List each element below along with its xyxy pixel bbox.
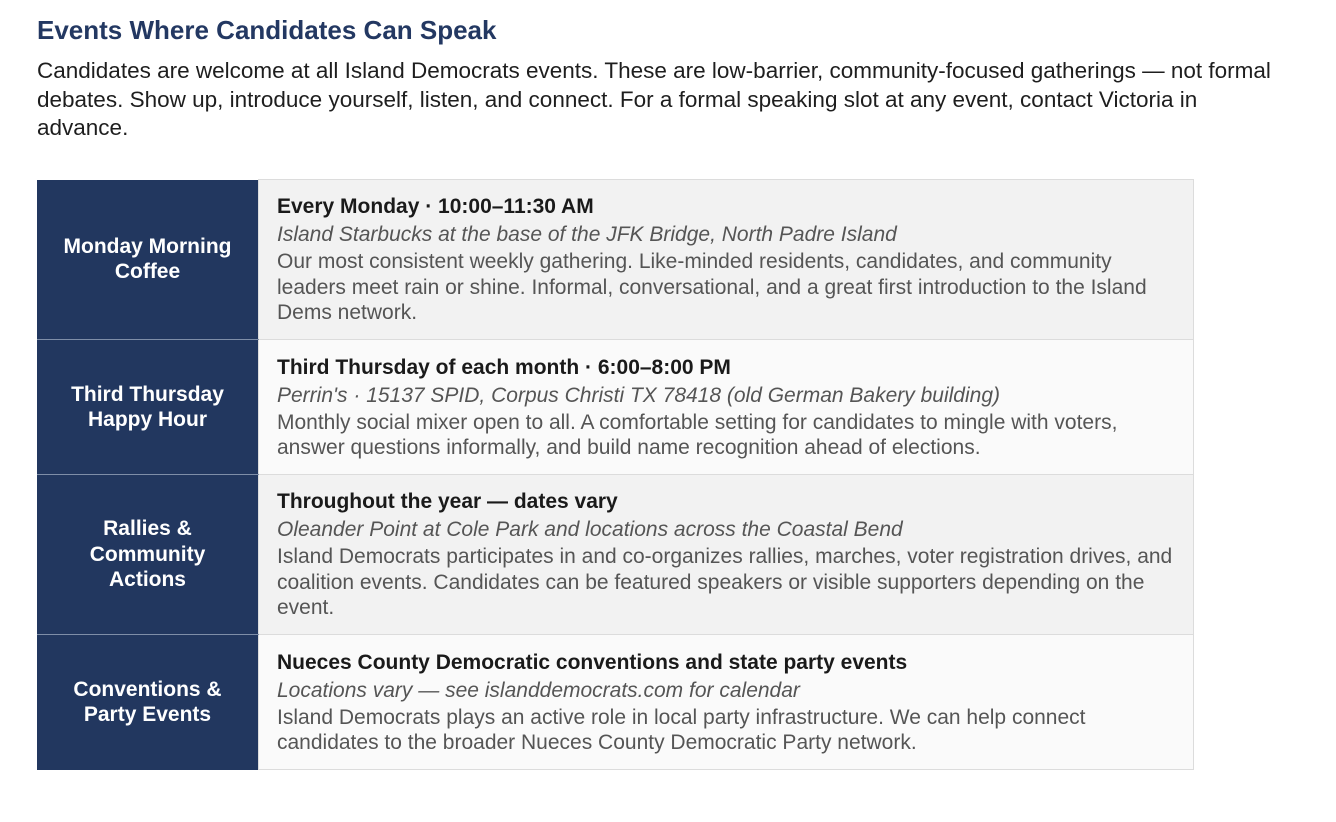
event-where: Locations vary — see islanddemocrats.com for calendar [277, 678, 800, 702]
event-name-cell [37, 180, 259, 340]
event-name-cell [37, 475, 259, 635]
event-name-cell [37, 340, 259, 475]
event-name-line: Party Events [83, 703, 212, 727]
event-description: Monthly social mixer open to all. A comfortable setting for candidates to mingle with voters, answer questions informally, and build name recognition ahead of elections. [277, 410, 1118, 459]
event-name-line: Monday Morning [63, 234, 232, 258]
event-row-rallies [37, 475, 1194, 635]
event-where: Island Starbucks at the base of the JFK Bridge, North Padre Island [277, 223, 897, 247]
event-row-third-thursday [37, 340, 1194, 475]
event-detail-cell [259, 340, 1194, 475]
event-detail-cell [259, 635, 1194, 770]
event-when: Throughout the year — dates vary [277, 490, 618, 514]
event-description: Our most consistent weekly gathering. Like-minded residents, candidates, and community leaders meet rain or shine. Informal, conversational, and a great first introduction to the Island Dems network. [277, 250, 1147, 325]
section-intro: Candidates are welcome at all Island Democrats events. These are low-barrier, community-focused gatherings — not formal debates. Show up, introduce yourself, listen, and connect. For a formal speaking slot at any event, contact Victoria in advance. [37, 58, 1271, 140]
event-detail-cell [259, 475, 1194, 635]
event-name-line: Rallies & [103, 517, 192, 541]
event-when: Third Thursday of each month · 6:00–8:00 PM [277, 355, 731, 379]
event-name-cell [37, 635, 259, 770]
event-name-line: Third Thursday [71, 382, 224, 406]
event-name-line: Community [89, 542, 206, 566]
event-when: Nueces County Democratic conventions and state party events [277, 650, 908, 674]
event-name-line: Actions [108, 568, 186, 592]
section-title: Events Where Candidates Can Speak [37, 15, 497, 45]
event-row-monday-coffee [37, 180, 1194, 340]
event-when: Every Monday · 10:00–11:30 AM [277, 195, 594, 219]
event-detail-cell [259, 180, 1194, 340]
events-table [37, 179, 1194, 770]
event-name-line: Conventions & [73, 677, 222, 701]
event-row-conventions [37, 635, 1194, 770]
event-where: Oleander Point at Cole Park and locations across the Coastal Bend [277, 518, 903, 542]
event-description: Island Democrats participates in and co-organizes rallies, marches, voter registration drives, and coalition events. Candidates can be featured speakers or visible supporters depending on the event. [277, 545, 1173, 620]
event-where: Perrin's · 15137 SPID, Corpus Christi TX 78418 (old German Bakery building) [277, 383, 1000, 407]
event-name-line: Happy Hour [87, 408, 207, 431]
event-name-line: Coffee [114, 260, 181, 284]
event-description: Island Democrats plays an active role in local party infrastructure. We can help connect candidates to the broader Nueces County Democratic Party network. [277, 705, 1086, 754]
